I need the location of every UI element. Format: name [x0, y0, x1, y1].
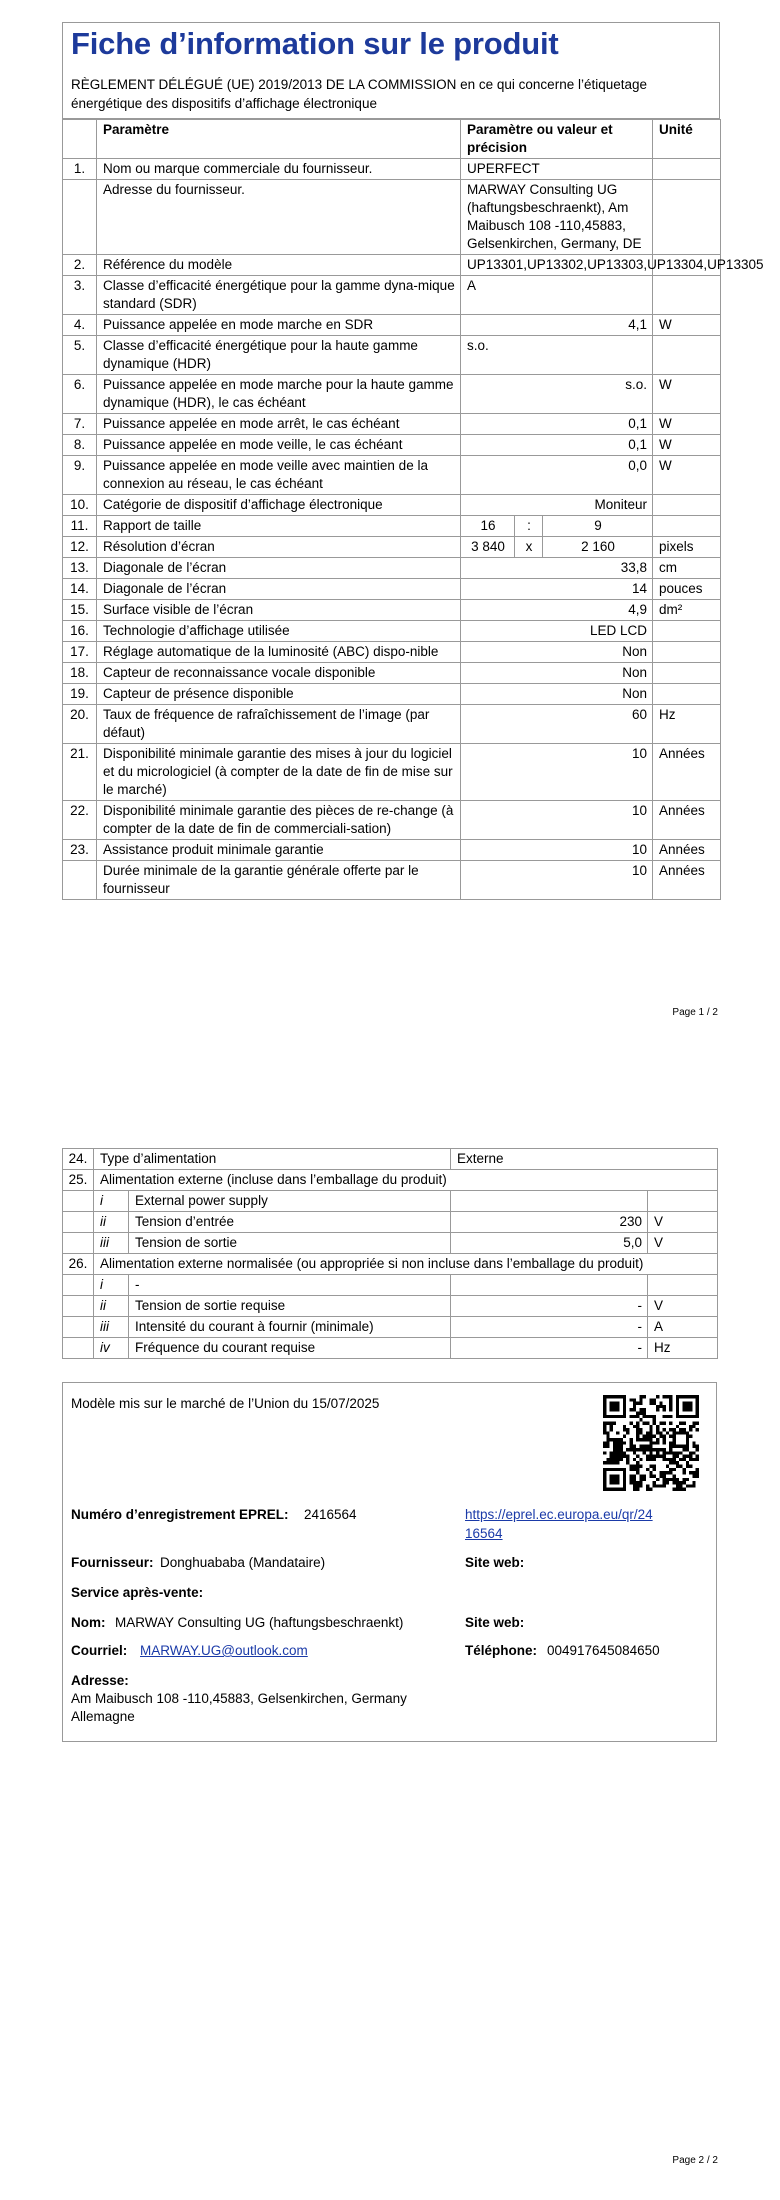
row-unit: [653, 621, 721, 642]
table-row: [63, 495, 721, 516]
row-unit: W: [653, 435, 721, 456]
table-row: [63, 315, 721, 336]
row-unit: Années: [653, 861, 721, 900]
eprel-registration-number: 2416564: [304, 1507, 357, 1522]
row-number: 15.: [63, 600, 97, 621]
supplier-value: Donghuababa (Mandataire): [160, 1555, 326, 1570]
row-unit: pouces: [653, 579, 721, 600]
table-row: [63, 516, 721, 537]
row-parameter: Réglage automatique de la luminosité (ABC) dispo-nible: [97, 642, 461, 663]
row-value: UPERFECT: [461, 159, 653, 180]
sub-row-spacer: [63, 1317, 94, 1338]
table-row: [63, 705, 721, 744]
row-value: 0,1: [461, 414, 653, 435]
table-row: [63, 375, 721, 414]
row-unit: cm: [653, 558, 721, 579]
eprel-url-line-2: 16564: [465, 1526, 503, 1541]
row-number: 16.: [63, 621, 97, 642]
sub-row-label: Intensité du courant à fournir (minimale): [129, 1317, 451, 1338]
email-label: Courriel:: [71, 1643, 128, 1658]
table-header-row: [63, 120, 721, 159]
row-parameter: Alimentation externe normalisée (ou appropriée si non incluse dans l’emballage du produit): [94, 1254, 718, 1275]
product-sheet-header: [62, 22, 720, 119]
row-value: UP13301,UP13302,UP13303,UP13304,UP13305: [461, 255, 653, 276]
table-row: [63, 276, 721, 315]
sub-row-spacer: [63, 1191, 94, 1212]
row-number: 18.: [63, 663, 97, 684]
row-unit: Années: [653, 744, 721, 801]
sub-row-value: -: [451, 1317, 648, 1338]
sub-row-unit: A: [648, 1317, 718, 1338]
sub-row-spacer: [63, 1212, 94, 1233]
row-unit: Hz: [653, 705, 721, 744]
row-number: 9.: [63, 456, 97, 495]
regulation-text: RÈGLEMENT DÉLÉGUÉ (UE) 2019/2013 DE LA COMMISSION en ce qui concerne l’étiquetage énergétique des dispositifs d’affichage électronique: [71, 77, 648, 111]
row-parameter: Taux de fréquence de rafraîchissement de l’image (par défaut): [97, 705, 461, 744]
sub-row-value: [451, 1191, 648, 1212]
row-value: 10: [461, 744, 653, 801]
row-value: 0,0: [461, 456, 653, 495]
address-label: Adresse:: [71, 1673, 129, 1688]
row-parameter: Puissance appelée en mode veille avec maintien de la connexion au réseau, le cas échéant: [97, 456, 461, 495]
eprel-info-box: [62, 1382, 717, 1742]
table-row: [63, 336, 721, 375]
row-parameter: Assistance produit minimale garantie: [97, 840, 461, 861]
sub-row-index: iv: [94, 1338, 129, 1359]
row-number: 7.: [63, 414, 97, 435]
page-number: Page 1 / 2: [672, 1007, 718, 1018]
row-value: Non: [461, 663, 653, 684]
row-value: 14: [461, 579, 653, 600]
row-number: 8.: [63, 435, 97, 456]
service-name-value: MARWAY Consulting UG (haftungsbeschraenkt): [115, 1615, 404, 1630]
table-row: [63, 861, 721, 900]
row-number: 5.: [63, 336, 97, 375]
row-number: 4.: [63, 315, 97, 336]
row-parameter: Capteur de reconnaissance vocale disponible: [97, 663, 461, 684]
row-value: Externe: [451, 1149, 718, 1170]
supplier-label: Fournisseur:: [71, 1555, 154, 1570]
supplier-website-label: Site web:: [465, 1555, 525, 1570]
row-number: 10.: [63, 495, 97, 516]
sub-row-index: ii: [94, 1212, 129, 1233]
row-number: 21.: [63, 744, 97, 801]
after-sales-service-label: Service après-vente:: [71, 1585, 204, 1600]
table-row: [63, 684, 721, 705]
row-unit: [653, 336, 721, 375]
page-2: [0, 1072, 780, 2200]
table-row: [63, 435, 721, 456]
table-row: [63, 414, 721, 435]
row-number: 25.: [63, 1170, 94, 1191]
row-value-a: 3 840: [461, 537, 515, 558]
sub-row-value: 230: [451, 1212, 648, 1233]
address-line-2: Allemagne: [71, 1709, 135, 1724]
table-row: [63, 801, 721, 840]
row-value: 4,9: [461, 600, 653, 621]
table-row: [63, 1170, 718, 1191]
row-value: s.o.: [461, 375, 653, 414]
sub-row-label: Tension de sortie: [129, 1233, 451, 1254]
row-unit: [653, 642, 721, 663]
row-unit: [653, 159, 721, 180]
page-1: [0, 0, 780, 1072]
table-row: [63, 180, 721, 255]
row-unit: Années: [653, 801, 721, 840]
row-parameter: Catégorie de dispositif d’affichage électronique: [97, 495, 461, 516]
row-parameter: Référence du modèle: [97, 255, 461, 276]
row-parameter: Puissance appelée en mode marche en SDR: [97, 315, 461, 336]
page-title: Fiche d’information sur le produit: [71, 26, 559, 61]
table-row: [63, 840, 721, 861]
row-parameter: Surface visible de l’écran: [97, 600, 461, 621]
row-number: 19.: [63, 684, 97, 705]
row-value-b: 9: [543, 516, 653, 537]
row-unit: Années: [653, 840, 721, 861]
table-row: [63, 663, 721, 684]
row-unit: [653, 276, 721, 315]
row-value: Non: [461, 684, 653, 705]
table-row: [63, 621, 721, 642]
row-parameter: Disponibilité minimale garantie des pièces de re-change (à compter de la date de fin de commerciali-sation): [97, 801, 461, 840]
sub-row-unit: [648, 1191, 718, 1212]
row-value-separator: x: [515, 537, 543, 558]
service-website-label: Site web:: [465, 1615, 525, 1630]
row-number: 23.: [63, 840, 97, 861]
eprel-registration-label: Numéro d’enregistrement EPREL:: [71, 1507, 289, 1522]
sub-row-index: i: [94, 1191, 129, 1212]
row-number: 13.: [63, 558, 97, 579]
sub-row-unit: V: [648, 1233, 718, 1254]
sub-row-unit: [648, 1275, 718, 1296]
table-row: [63, 558, 721, 579]
sub-row-unit: V: [648, 1296, 718, 1317]
row-number: 12.: [63, 537, 97, 558]
table-row: [63, 1149, 718, 1170]
row-parameter: Rapport de taille: [97, 516, 461, 537]
row-value: 4,1: [461, 315, 653, 336]
table-header-parameter: Paramètre: [97, 120, 461, 159]
sub-row-value: -: [451, 1296, 648, 1317]
sub-row-value: 5,0: [451, 1233, 648, 1254]
row-number: [63, 180, 97, 255]
row-unit: [653, 663, 721, 684]
row-number: 22.: [63, 801, 97, 840]
row-parameter: Alimentation externe (incluse dans l’emballage du produit): [94, 1170, 718, 1191]
row-parameter: Classe d’efficacité énergétique pour la gamme dyna-mique standard (SDR): [97, 276, 461, 315]
sub-row: [63, 1317, 718, 1338]
row-value: A: [461, 276, 653, 315]
sub-row-spacer: [63, 1296, 94, 1317]
sub-row: [63, 1338, 718, 1359]
phone-label: Téléphone:: [465, 1643, 538, 1658]
row-unit: dm²: [653, 600, 721, 621]
sub-row-index: i: [94, 1275, 129, 1296]
sub-row-value: -: [451, 1338, 648, 1359]
sub-row-spacer: [63, 1233, 94, 1254]
row-parameter: Durée minimale de la garantie générale offerte par le fournisseur: [97, 861, 461, 900]
row-unit: [653, 495, 721, 516]
address-line-1: Am Maibusch 108 -110,45883, Gelsenkirchen, Germany: [71, 1691, 407, 1706]
row-parameter: Nom ou marque commerciale du fournisseur.: [97, 159, 461, 180]
row-parameter: Diagonale de l’écran: [97, 579, 461, 600]
row-unit: W: [653, 456, 721, 495]
row-parameter: Diagonale de l’écran: [97, 558, 461, 579]
row-value: s.o.: [461, 336, 653, 375]
row-parameter: Type d’alimentation: [94, 1149, 451, 1170]
row-unit: W: [653, 375, 721, 414]
sub-row-unit: Hz: [648, 1338, 718, 1359]
row-unit: [653, 516, 721, 537]
phone-value: 004917645084650: [547, 1643, 660, 1658]
sub-row-index: ii: [94, 1296, 129, 1317]
placed-on-market-date: Modèle mis sur le marché de l’Union du 15/07/2025: [71, 1396, 380, 1411]
sub-row-index: iii: [94, 1317, 129, 1338]
email-link[interactable]: MARWAY.UG@outlook.com: [140, 1643, 308, 1658]
eprel-url-link[interactable]: [465, 1505, 653, 1543]
service-name-label: Nom:: [71, 1615, 106, 1630]
row-value: Non: [461, 642, 653, 663]
row-value: 10: [461, 861, 653, 900]
row-unit: W: [653, 414, 721, 435]
row-value: MARWAY Consulting UG (haftungsbeschraenkt), Am Maibusch 108 -110,45883, Gelsenkirchen, Germany, DE: [461, 180, 653, 255]
row-number: 20.: [63, 705, 97, 744]
sub-row: [63, 1233, 718, 1254]
row-value-b: 2 160: [543, 537, 653, 558]
row-unit: [653, 180, 721, 255]
row-value: 10: [461, 801, 653, 840]
row-number: 2.: [63, 255, 97, 276]
sub-row-spacer: [63, 1338, 94, 1359]
row-parameter: Capteur de présence disponible: [97, 684, 461, 705]
row-value-a: 16: [461, 516, 515, 537]
product-parameters-table: [62, 119, 764, 900]
sub-row-label: Tension d’entrée: [129, 1212, 451, 1233]
sub-row-index: iii: [94, 1233, 129, 1254]
row-unit: pixels: [653, 537, 721, 558]
sub-row-spacer: [63, 1275, 94, 1296]
row-number: 3.: [63, 276, 97, 315]
row-parameter: Puissance appelée en mode marche pour la haute gamme dynamique (HDR), le cas échéant: [97, 375, 461, 414]
row-unit: [653, 684, 721, 705]
row-value: 33,8: [461, 558, 653, 579]
row-number: 24.: [63, 1149, 94, 1170]
row-value-separator: :: [515, 516, 543, 537]
sub-row-value: [451, 1275, 648, 1296]
sub-row-label: Tension de sortie requise: [129, 1296, 451, 1317]
sub-row: [63, 1275, 718, 1296]
qr-code-icon[interactable]: [603, 1395, 699, 1491]
table-header-unit: Unité: [653, 120, 721, 159]
row-parameter: Adresse du fournisseur.: [97, 180, 461, 255]
row-number: 6.: [63, 375, 97, 414]
power-supply-table: [62, 1148, 718, 1359]
table-row: [63, 159, 721, 180]
sub-row-label: External power supply: [129, 1191, 451, 1212]
table-header-number: [63, 120, 97, 159]
table-row: [63, 600, 721, 621]
sub-row: [63, 1191, 718, 1212]
sub-row: [63, 1296, 718, 1317]
sub-row-label: Fréquence du courant requise: [129, 1338, 451, 1359]
sub-row: [63, 1212, 718, 1233]
row-number: 26.: [63, 1254, 94, 1275]
table-row: [63, 642, 721, 663]
table-row: [63, 537, 721, 558]
row-number: 14.: [63, 579, 97, 600]
table-row: [63, 579, 721, 600]
row-parameter: Technologie d’affichage utilisée: [97, 621, 461, 642]
table-row: [63, 456, 721, 495]
sub-row-label: -: [129, 1275, 451, 1296]
row-value: Moniteur: [461, 495, 653, 516]
table-row: [63, 744, 721, 801]
sub-row-unit: V: [648, 1212, 718, 1233]
row-value: 10: [461, 840, 653, 861]
table-row: [63, 255, 721, 276]
eprel-url-line-1: https://eprel.ec.europa.eu/qr/24: [465, 1507, 653, 1522]
row-value: 0,1: [461, 435, 653, 456]
table-row: [63, 1254, 718, 1275]
row-unit: W: [653, 315, 721, 336]
row-parameter: Puissance appelée en mode arrêt, le cas échéant: [97, 414, 461, 435]
row-number: 17.: [63, 642, 97, 663]
row-parameter: Résolution d’écran: [97, 537, 461, 558]
row-value: LED LCD: [461, 621, 653, 642]
row-parameter: Disponibilité minimale garantie des mises à jour du logiciel et du micrologiciel (à compter de la date de fin de mise sur le marché): [97, 744, 461, 801]
row-number: 1.: [63, 159, 97, 180]
row-value: 60: [461, 705, 653, 744]
row-parameter: Puissance appelée en mode veille, le cas échéant: [97, 435, 461, 456]
row-parameter: Classe d’efficacité énergétique pour la haute gamme dynamique (HDR): [97, 336, 461, 375]
row-number: [63, 861, 97, 900]
table-header-value: Paramètre ou valeur et précision: [461, 120, 653, 159]
row-number: 11.: [63, 516, 97, 537]
page-number-2: Page 2 / 2: [672, 2155, 718, 2166]
